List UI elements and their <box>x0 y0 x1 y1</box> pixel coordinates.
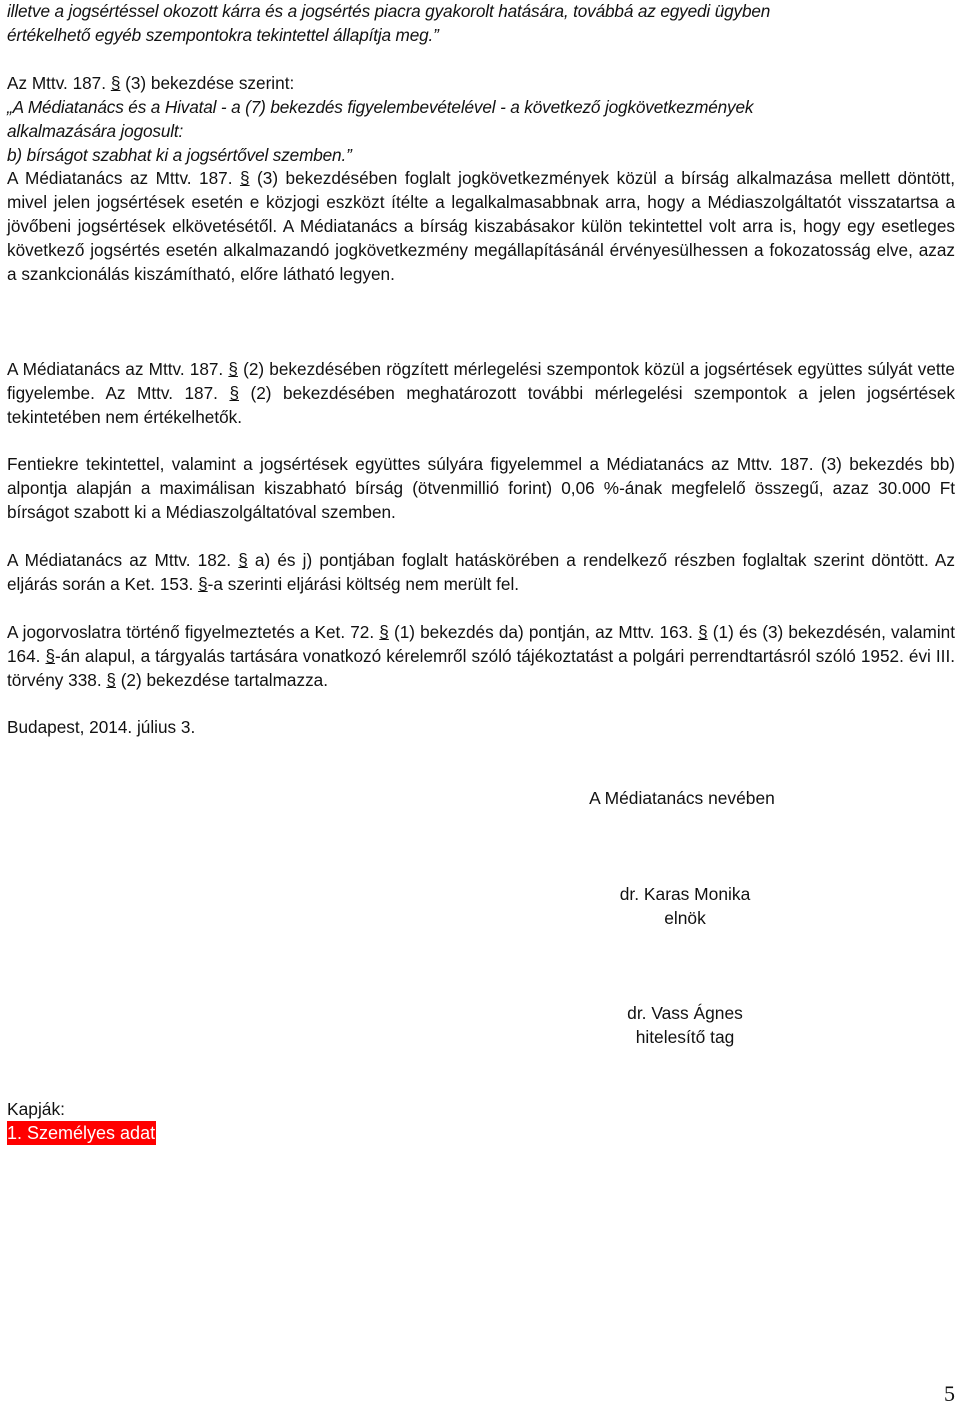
place-and-date: Budapest, 2014. július 3. <box>7 717 196 737</box>
quoted-provision <box>7 71 955 167</box>
paragraph-2-part-1: A Médiatanács az Mttv. 187. <box>7 359 224 379</box>
section-sign: § <box>45 646 56 666</box>
paragraph-4-part-3: -a szerinti eljárási költség nem merült fel. <box>207 574 520 594</box>
quoted-provision-intro-before: Az Mttv. 187. <box>7 73 107 93</box>
quoted-provision-line-2: „A Médiatanács és a Hivatal - a (7) bekezdés figyelembevételével - a következő jogkövetkezmények <box>7 97 754 117</box>
quoted-provision-line-3: alkalmazására jogosult: <box>7 121 184 141</box>
section-sign: § <box>106 670 116 690</box>
section-sign: § <box>698 622 708 642</box>
paragraph-fine-amount <box>7 452 955 524</box>
signatory-2-role: hitelesítő tag <box>635 1027 735 1047</box>
signatory-2-name: dr. Vass Ágnes <box>627 1003 743 1023</box>
paragraph-4-part-2: a) és j) pontjában foglalt hatáskörében a rendelkező részben foglaltak szerint döntött. Az eljárás során a Ket. 153. <box>7 550 955 594</box>
section-sign: § <box>379 622 389 642</box>
redacted-recipient: 1. Személyes adat <box>7 1123 156 1143</box>
paragraph-5-part-1: A jogorvoslatra történő figyelmeztetés a Ket. 72. <box>7 622 375 642</box>
signatory-1-role: elnök <box>664 908 706 928</box>
paragraph-2-part-2: (2) bekezdésében rögzített mérlegelési szempontok közül a jogsértések együttes súlyát vette figyelembe. Az Mttv. 187. <box>7 359 955 403</box>
quoted-provision-line-4: b) bírságot szabhat ki a jogsértővel szemben.” <box>7 145 352 165</box>
paragraph-5-part-5: (2) bekezdése tartalmazza. <box>115 670 329 690</box>
paragraph-5-part-2: (1) bekezdés da) pontján, az Mttv. 163. <box>388 622 693 642</box>
section-sign: § <box>229 383 240 403</box>
paragraph-5-part-4: -án alapul, a tárgyalás tartására vonatkozó kérelemről szóló tájékoztatást a polgári perrendtartásról szóló 1952. évi III. törvény 338. <box>7 646 955 690</box>
section-sign: § <box>198 574 208 594</box>
quoted-provision-intro-after: (3) bekezdése szerint: <box>120 73 295 93</box>
paragraph-1-before-section: A Médiatanács az Mttv. 187. <box>7 168 233 188</box>
page-number: 5 <box>944 1381 955 1406</box>
distribution-label: Kapják: <box>7 1099 66 1119</box>
paragraph-4-part-1: A Médiatanács az Mttv. 182. <box>7 550 232 570</box>
paragraph-weighing-criteria <box>7 357 955 429</box>
on-behalf-of: A Médiatanács nevében <box>589 788 775 808</box>
opening-fragment-line-1: illetve a jogsértéssel okozott kárra és a jogsértés piacra gyakorolt hatására, továbbá az egyedi ügyben <box>7 1 771 21</box>
opening-fragment-line-2: értékelhető egyéb szempontokra tekintettel állapítja meg.” <box>7 25 439 45</box>
section-sign: § <box>110 73 121 93</box>
paragraph-2-part-3: (2) bekezdésében meghatározott további mérlegelési szempontok a jelen jogsértések tekintetében nem értékelhetők. <box>7 383 955 427</box>
paragraph-5-part-3: (1) és (3) bekezdésén, valamint 164. <box>7 622 955 666</box>
paragraph-legal-remedy <box>7 620 955 692</box>
paragraph-3-text: Fentiekre tekintettel, valamint a jogsértések együttes súlyára figyelemmel a Médiatanács az Mttv. 187. (3) bekezdés bb) alpontja alapján a maximálisan kiszabható bírság (ötvenmillió forint) 0,06 %-ának megfelelő összegű, azaz 30.000 Ft bírságot szabott ki a Médiaszolgáltatóval szemben. <box>7 454 955 522</box>
section-sign: § <box>238 550 248 570</box>
section-sign: § <box>239 168 250 188</box>
signatory-1-name: dr. Karas Monika <box>619 884 751 904</box>
section-sign: § <box>228 359 238 379</box>
paragraph-sanction-choice <box>7 166 955 286</box>
paragraph-1-after-section: (3) bekezdésében foglalt jogkövetkezmények közül a bírság alkalmazása mellett döntött, mivel jelen jogsértések esetén e közjogi eszközt ítélte a legalkalmasabbnak arra, hogy a Médiaszolgáltatót visszatartsa a jövőbeni jogsértések elkövetésétől. A Médiatanács a bírság kiszabásakor külön tekintettel volt arra is, hogy egy esetleges következő jogsértés esetén alkalmazandó jogkövetkezmény megállapításánál érvényesülhessen a fokozatosság elve, azaz a szankcionálás kiszámítható, előre látható legyen. <box>7 168 955 284</box>
opening-fragment <box>7 0 955 47</box>
paragraph-competence <box>7 548 955 596</box>
